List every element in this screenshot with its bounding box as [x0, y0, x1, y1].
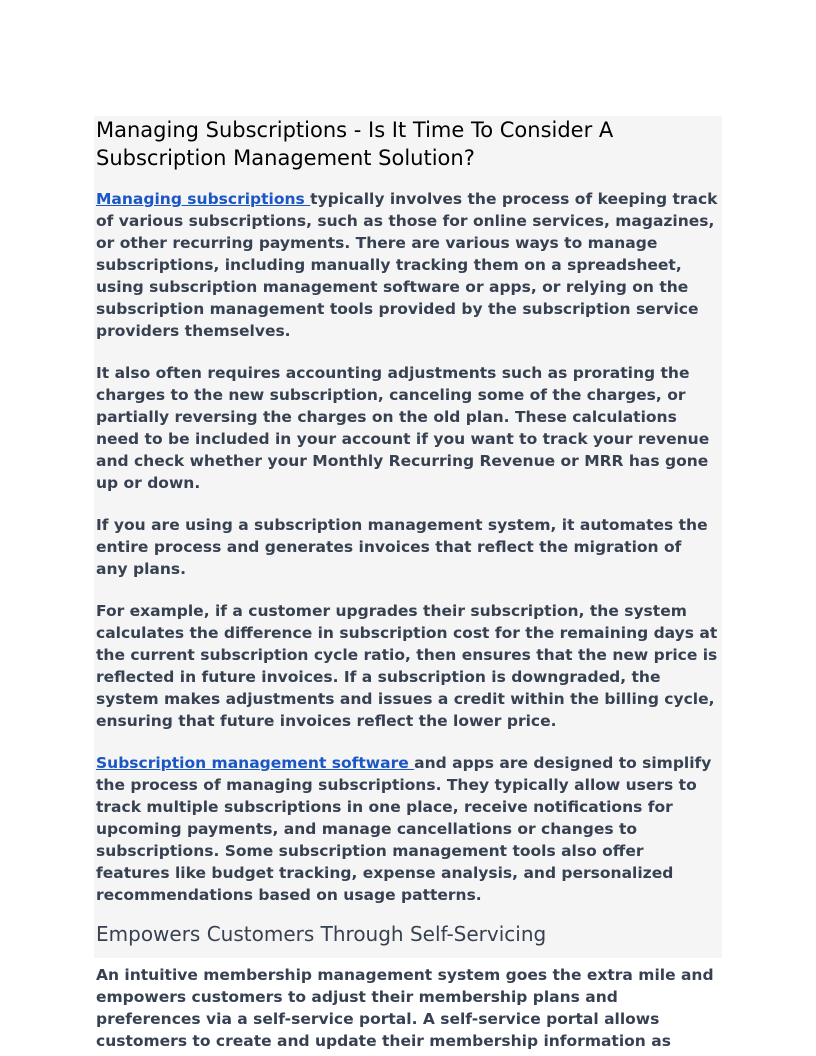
paragraph-software-text: and apps are designed to simplify the process of managing subscriptions. They typically allow users to track multiple subscriptions in one place, receive notifications for upcoming payments, and manage cancellations or changes to subscriptions. Some subscription management tools also offer features like budget tracking, expense analysis, and personalized recommendations based on usage patterns.: [96, 754, 712, 904]
page-title: Managing Subscriptions - Is It Time To Consider A Subscription Management Solution?: [96, 118, 614, 170]
section-heading-self-servicing: Empowers Customers Through Self-Servicing: [96, 922, 547, 946]
paragraph-intro-text: typically involves the process of keeping track of various subscriptions, such as those for online services, magazines, or other recurring payments. There are various ways to manage subscriptions, including manually tracking them on a spreadsheet, using subscription management software or apps, or relying on the subscription management tools provided by the subscription service providers themselves.: [96, 190, 718, 340]
managing-subscriptions-link[interactable]: Managing subscriptions: [96, 190, 311, 208]
subscription-software-link[interactable]: Subscription management software: [96, 754, 415, 772]
paragraph-intro: [96, 188, 718, 342]
paragraph-self-service: An intuitive membership management system goes the extra mile and empowers customers to adjust their membership plans and preferences via a self-service portal. A self-service portal allows customers to create and update their membership information as: [96, 966, 714, 1050]
paragraph-accounting: It also often requires accounting adjustments such as prorating the charges to the new subscription, canceling some of the charges, or partially reversing the charges on the old plan. These calculations need to be included in your account if you want to track your revenue and check whether your Monthly Recurring Revenue or MRR has gone up or down.: [96, 364, 710, 492]
paragraph-automation: If you are using a subscription management system, it automates the entire process and generates invoices that reflect the migration of any plans.: [96, 516, 708, 578]
paragraph-example: For example, if a customer upgrades their subscription, the system calculates the difference in subscription cost for the remaining days at the current subscription cycle ratio, then ensures that the new price is reflected in future invoices. If a subscription is downgraded, the system makes adjustments and issues a credit within the billing cycle, ensuring that future invoices reflect the lower price.: [96, 602, 718, 730]
document-content: [96, 116, 718, 1052]
paragraph-software: [96, 752, 718, 906]
